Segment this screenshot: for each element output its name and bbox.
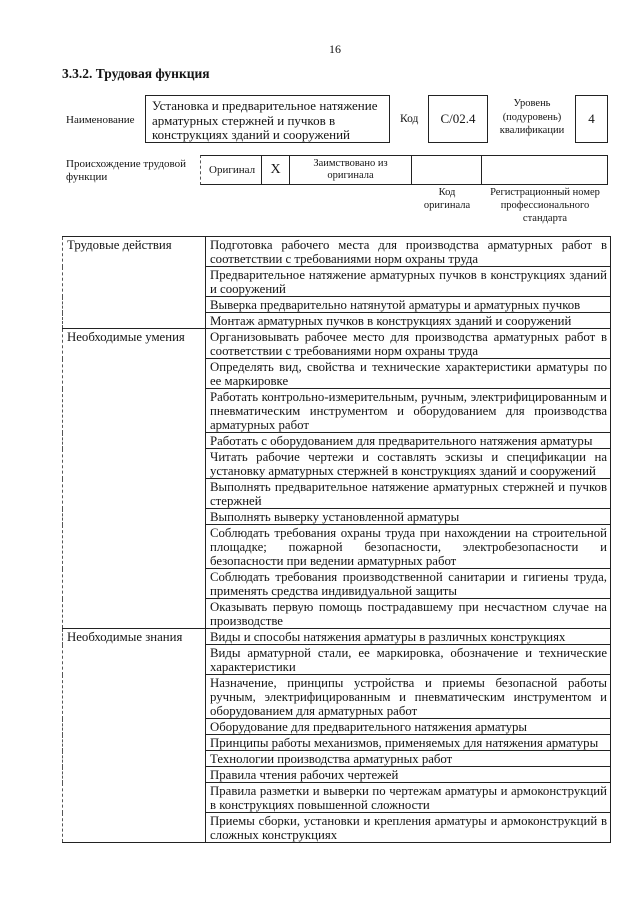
table-item: Оказывать первую помощь пострадавшему при несчастном случае на производстве [206,599,611,629]
table-item: Определять вид, свойства и технические характеристики арматуры по ее маркировке [206,359,611,389]
code-label: Код [400,113,419,125]
table-item: Назначение, принципы устройства и приемы безопасной работы ручным, электрифицированным и пневматическим инструментом и оборудованием для арматурных работ [206,675,611,719]
table-row [63,237,611,267]
original-mark: X [270,162,281,177]
borrowed-cell [290,155,412,185]
table-item: Работать с оборудованием для предварительного натяжения арматуры [206,433,611,449]
table-item: Выполнять предварительное натяжение арматурных стержней и пучков стержней [206,479,611,509]
table-item: Монтаж арматурных пучков в конструкциях зданий и сооружений [206,313,611,329]
table-item: Выверка предварительно натянутой арматуры и арматурных пучков [206,297,611,313]
name-label: Наименование [66,114,135,126]
table-item: Оборудование для предварительного натяжения арматуры [206,719,611,735]
original-cell [200,155,262,185]
level-value-box: 4 [575,95,608,143]
table-item: Соблюдать требования охраны труда при нахождении на строительной площадке; пожарной безопасности, электробезопасности и безопасности при ведении арматурных работ [206,525,611,569]
table-item: Приемы сборки, установки и крепления арматуры и армоконструкций в сложных конструкциях [206,813,611,843]
table-item: Виды и способы натяжения арматуры в различных конструкциях [206,629,611,645]
table-item: Предварительное натяжение арматурных пучков в конструкциях зданий и сооружений [206,267,611,297]
table-item: Виды арматурной стали, ее маркировка, обозначение и технические характеристики [206,645,611,675]
table-row [63,629,611,645]
section-label: Необходимые умения [63,329,206,629]
table-row [63,329,611,359]
borrowed-label: Заимствовано из оригинала [313,158,388,181]
table-item: Принципы работы механизмов, применяемых для натяжения арматуры [206,735,611,751]
level-label: Уровень (подуровень) квалификации [499,98,565,136]
table-item: Технологии производства арматурных работ [206,751,611,767]
origin-label: Происхождение трудовой функции [66,158,187,183]
original-label: Оригинал [209,164,256,176]
table-item: Правила чтения рабочих чертежей [206,767,611,783]
table-item: Читать рабочие чертежи и составлять эскизы и спецификации на установку арматурных стержней в конструкциях зданий и сооружений [206,449,611,479]
code-value-box: C/02.4 [428,95,488,143]
section-label: Трудовые действия [63,237,206,329]
registration-number-cell [482,155,608,185]
registration-number-caption: Регистрационный номер профессионального стандарта [490,187,600,224]
section-title: 3.3.2. Трудовая функция [62,66,210,81]
table-item: Правила разметки и выверки по чертежам арматуры и армоконструкций в конструкциях повышенной сложности [206,783,611,813]
table-item: Соблюдать требования производственной санитарии и гигиены труда, применять средства индивидуальной защиты [206,569,611,599]
labor-function-table-body [63,237,611,843]
section-label: Необходимые знания [63,629,206,843]
table-item: Подготовка рабочего места для производства арматурных работ в соответствии с требованиями норм охраны труда [206,237,611,267]
table-item: Выполнять выверку установленной арматуры [206,509,611,525]
page-number: 16 [329,42,341,56]
table-item: Организовывать рабочее место для производства арматурных работ в соответствии с требованиями норм охраны труда [206,329,611,359]
original-mark-cell [262,155,290,185]
function-name-box: Установка и предварительное натяжение арматурных стержней и пучков в конструкциях зданий и сооружений [145,95,390,143]
original-code-cell [412,155,482,185]
labor-function-table [62,236,611,843]
original-code-caption: Код оригинала [423,187,471,211]
table-item: Работать контрольно-измерительным, ручным, электрифицированным и пневматическим инструментом и оборудованием для производства арматурных работ [206,389,611,433]
